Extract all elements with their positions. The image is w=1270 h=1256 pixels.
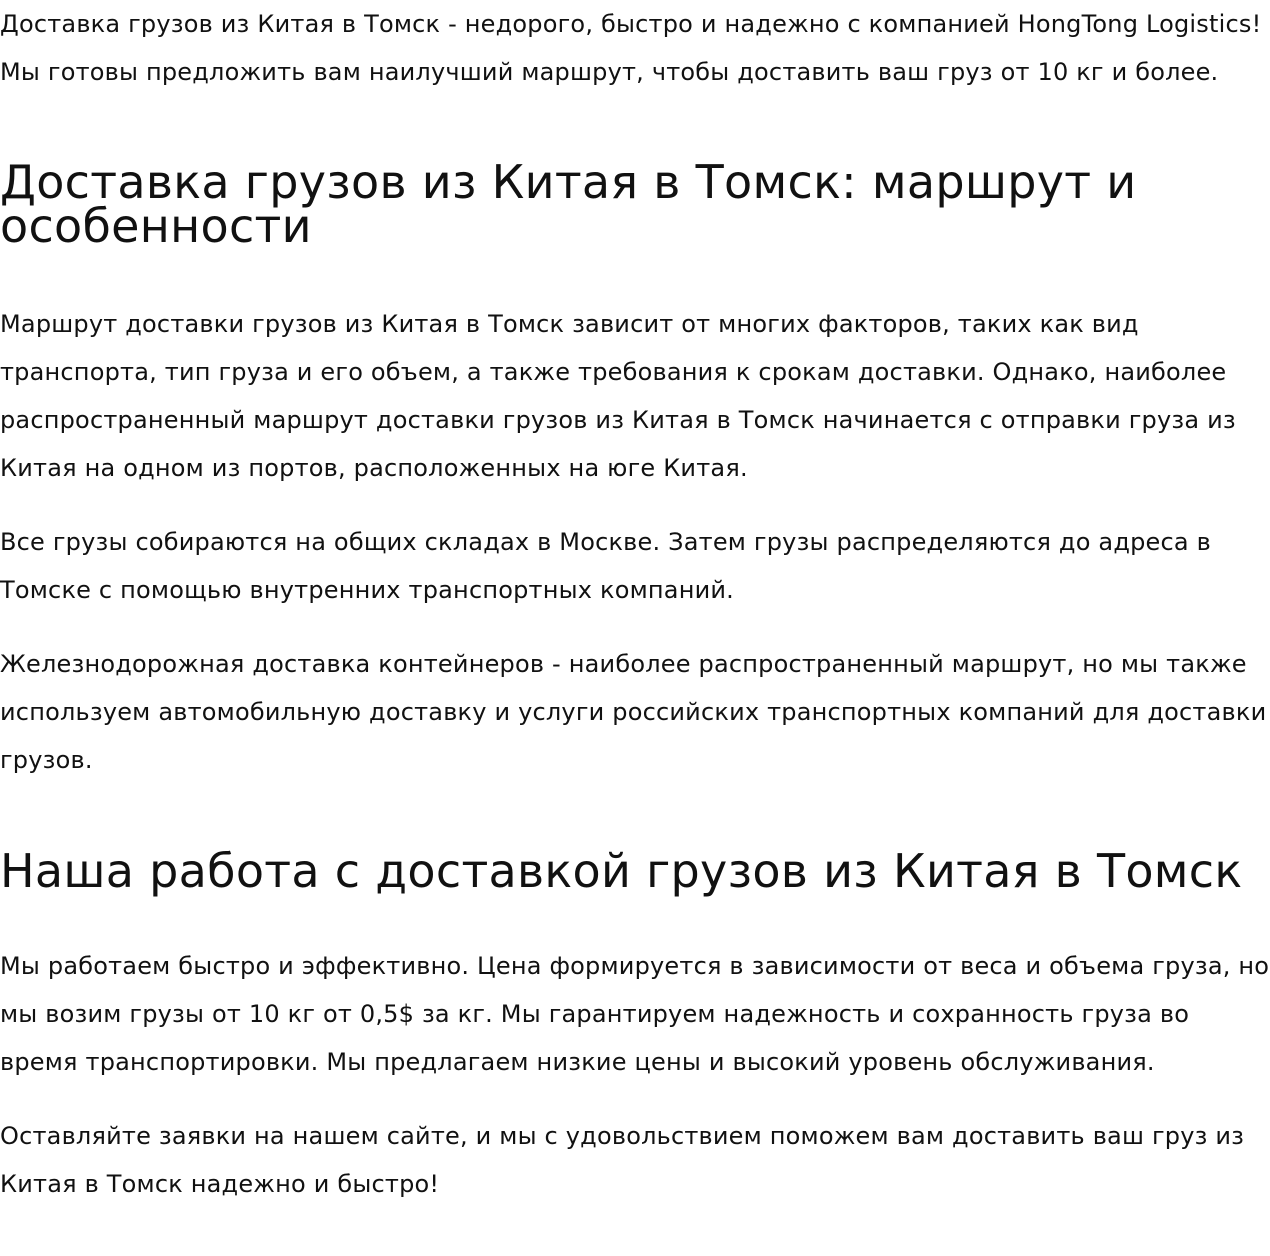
route-paragraph-2: Все грузы собираются на общих складах в Москве. Затем грузы распределяются до адреса в Томске с помощью внутренних транспортных компаний. bbox=[0, 528, 1212, 604]
section-heading-route: Доставка грузов из Китая в Томск: маршрут и особенности bbox=[0, 155, 1137, 253]
route-paragraph-1: Маршрут доставки грузов из Китая в Томск зависит от многих факторов, таких как вид транспорта, тип груза и его объем, а также требования к срокам доставки. Однако, наиболее распространенный маршрут доставки грузов из Китая в Томск начинается с отправки груза из Китая на одном из портов, расположенных на юге Китая. bbox=[0, 310, 1236, 482]
work-paragraph-1: Мы работаем быстро и эффективно. Цена формируется в зависимости от веса и объема груза, но мы возим грузы от 10 кг от 0,5$ за кг. Мы гарантируем надежность и сохранность груза во время транспортировки. Мы предлагаем низкие цены и высокий уровень обслуживания. bbox=[0, 952, 1270, 1076]
work-paragraph-2: Оставляйте заявки на нашем сайте, и мы с удовольствием поможем вам доставить ваш груз из Китая в Томск надежно и быстро! bbox=[0, 1122, 1245, 1198]
section-heading-work: Наша работа с доставкой грузов из Китая в Томск bbox=[0, 844, 1243, 898]
intro-paragraph: Доставка грузов из Китая в Томск - недорого, быстро и надежно с компанией HongTong Logistics! Мы готовы предложить вам наилучший маршрут, чтобы доставить ваш груз от 10 кг и более. bbox=[0, 10, 1262, 86]
route-paragraph-3: Железнодорожная доставка контейнеров - наиболее распространенный маршрут, но мы также используем автомобильную доставку и услуги российских транспортных компаний для доставки грузов. bbox=[0, 650, 1267, 774]
